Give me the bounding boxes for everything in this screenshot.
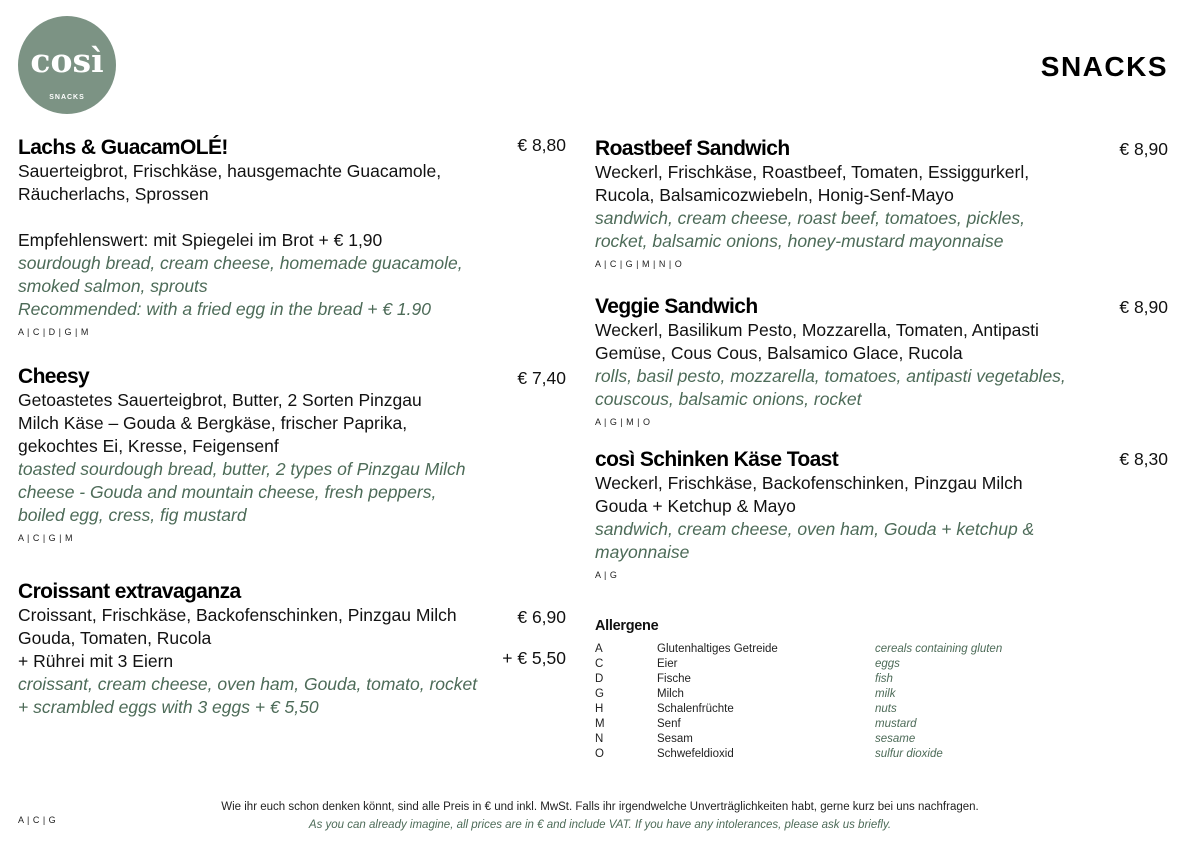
allergen-row (595, 717, 1155, 732)
item-name: Croissant extravaganza (18, 580, 241, 603)
item-description-de: Milch Käse – Gouda & Bergkäse, frischer Paprika, (18, 413, 408, 433)
allergen-letter: A (595, 643, 603, 655)
allergen-name-de: Schalenfrüchte (657, 703, 734, 715)
item-description-de: Weckerl, Frischkäse, Roastbeef, Tomaten, Essiggurkerl, (595, 162, 1030, 182)
allergen-name-en: milk (875, 688, 896, 700)
allergen-row (595, 657, 1155, 672)
allergen-letter: C (595, 658, 604, 670)
item-description-de: gekochtes Ei, Kresse, Feigensenf (18, 436, 279, 456)
logo-subtitle: SNACKS (49, 94, 85, 101)
item-name: così Schinken Käse Toast (595, 448, 839, 471)
allergen-letter: G (595, 688, 604, 700)
item-price: € 8,30 (1119, 449, 1168, 469)
allergen-legend-title: Allergene (595, 618, 659, 634)
allergen-letter: H (595, 703, 604, 715)
item-description-en: sandwich, cream cheese, oven ham, Gouda + ketchup & (595, 519, 1035, 539)
item-description-de (18, 206, 498, 229)
allergen-name-de: Fische (657, 673, 691, 685)
item-description-de: Rucola, Balsamicozwiebeln, Honig-Senf-Mayo (595, 185, 954, 205)
allergen-row (595, 672, 1155, 687)
allergen-name-de: Schwefeldioxid (657, 748, 734, 760)
allergen-name-en: cereals containing gluten (875, 643, 1003, 655)
item-description-de: Gouda + Ketchup & Mayo (595, 496, 796, 516)
footer-note-de: Wie ihr euch schon denken könnt, sind alle Preis in € und inkl. MwSt. Falls ihr irgendwelche Unverträglichkeiten habt, gerne kurz bei uns nachfragen. (221, 801, 979, 813)
allergen-name-de: Senf (657, 718, 681, 730)
item-extra-de: + Rührei mit 3 Eiern (18, 651, 174, 671)
item-description-en: rocket, balsamic onions, honey-mustard mayonnaise (595, 231, 1004, 251)
item-name: Roastbeef Sandwich (595, 137, 790, 160)
item-description-de: Gemüse, Cous Cous, Balsamico Glace, Rucola (595, 343, 963, 363)
allergen-name-de: Milch (657, 688, 684, 700)
item-description-de: Croissant, Frischkäse, Backofenschinken, Pinzgau Milch (18, 605, 457, 625)
item-description-de: Räucherlachs, Sprossen (18, 184, 209, 204)
allergen-name-en: sulfur dioxide (875, 748, 943, 760)
item-name: Cheesy (18, 365, 90, 388)
item-name: Veggie Sandwich (595, 295, 758, 318)
item-allergen-codes: A | C | G | M | N | O (595, 259, 683, 269)
allergen-row (595, 702, 1155, 717)
footer-allergen-codes: A | C | G (18, 815, 57, 825)
item-price: € 6,90 (517, 607, 566, 627)
item-recommendation-en: Recommended: with a fried egg in the bread + € 1.90 (18, 299, 431, 319)
allergen-name-en: fish (875, 673, 893, 685)
allergen-row (595, 747, 1155, 762)
item-description-en: toasted sourdough bread, butter, 2 types of Pinzgau Milch (18, 459, 466, 479)
allergen-row (595, 687, 1155, 702)
menu-item-veggie (595, 295, 1095, 428)
item-name: Lachs & GuacamOLÉ! (18, 136, 228, 159)
item-description-en: cheese - Gouda and mountain cheese, fresh peppers, (18, 482, 437, 502)
item-price: € 8,90 (1119, 297, 1168, 317)
item-allergen-codes: A | G (595, 570, 618, 580)
menu-item-lachs (18, 136, 498, 338)
item-price: € 7,40 (517, 368, 566, 388)
item-recommendation-de: Empfehlenswert: mit Spiegelei im Brot + € 1,90 (18, 230, 383, 250)
item-description-en: boiled egg, cress, fig mustard (18, 505, 247, 525)
allergen-row (595, 642, 1155, 657)
item-description-en: rolls, basil pesto, mozzarella, tomatoes, antipasti vegetables, (595, 366, 1066, 386)
cosi-logo (18, 16, 116, 114)
menu-item-cheesy (18, 365, 498, 544)
item-description-en: sandwich, cream cheese, roast beef, tomatoes, pickles, (595, 208, 1025, 228)
allergen-letter: D (595, 673, 604, 685)
item-allergen-codes: A | C | G | M (18, 533, 74, 543)
item-description-en: mayonnaise (595, 542, 690, 562)
menu-item-roastbeef (595, 137, 1095, 270)
item-allergen-codes: A | G | M | O (595, 417, 651, 427)
allergen-name-de: Sesam (657, 733, 693, 745)
footer-note-en: As you can already imagine, all prices are in € and include VAT. If you have any intolerances, please ask us briefly. (308, 819, 892, 831)
page-title: SNACKS (1040, 51, 1168, 82)
item-description-en: sourdough bread, cream cheese, homemade guacamole, (18, 253, 463, 273)
item-description-de: Gouda, Tomaten, Rucola (18, 628, 212, 648)
item-price: € 8,80 (517, 135, 566, 155)
allergen-name-en: mustard (875, 718, 917, 730)
allergen-name-de: Glutenhaltiges Getreide (657, 643, 778, 655)
allergen-legend (595, 618, 1155, 762)
allergen-name-de: Eier (657, 658, 678, 670)
allergen-letter: M (595, 718, 605, 730)
item-description-en: couscous, balsamic onions, rocket (595, 389, 862, 409)
item-allergen-codes: A | C | D | G | M (18, 327, 89, 337)
item-extra-price: + € 5,50 (502, 648, 566, 668)
item-description-de: Getoastetes Sauerteigbrot, Butter, 2 Sorten Pinzgau (18, 390, 422, 410)
allergen-row (595, 732, 1155, 747)
allergen-name-en: sesame (875, 733, 916, 745)
allergen-name-en: eggs (875, 658, 900, 670)
allergen-letter: O (595, 748, 604, 760)
logo-wordmark: così (30, 41, 104, 80)
item-price: € 8,90 (1119, 139, 1168, 159)
item-description-de: Sauerteigbrot, Frischkäse, hausgemachte Guacamole, (18, 161, 442, 181)
item-description-de: Weckerl, Basilikum Pesto, Mozzarella, Tomaten, Antipasti (595, 320, 1039, 340)
item-description-de: Weckerl, Frischkäse, Backofenschinken, Pinzgau Milch (595, 473, 1023, 493)
menu-item-croissant (18, 580, 498, 719)
item-description-en: croissant, cream cheese, oven ham, Gouda, tomato, rocket (18, 674, 478, 694)
menu-item-schinken-kaese-toast (595, 448, 1095, 581)
item-description-en: smoked salmon, sprouts (18, 276, 208, 296)
allergen-name-en: nuts (875, 703, 897, 715)
item-extra-en: + scrambled eggs with 3 eggs + € 5,50 (18, 697, 319, 717)
allergen-letter: N (595, 733, 604, 745)
